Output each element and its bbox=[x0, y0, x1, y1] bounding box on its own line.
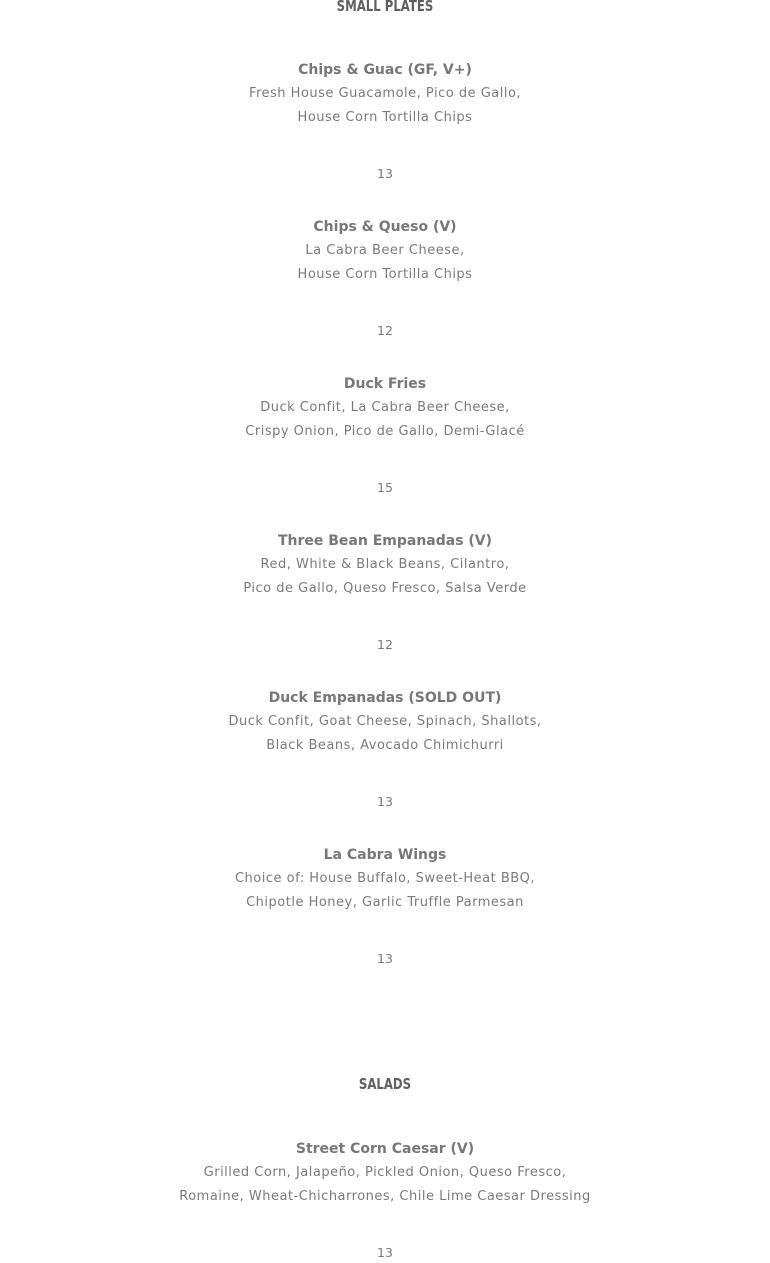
item-name: Chips & Guac (GF, V+) bbox=[298, 62, 472, 78]
section-title: SMALL PLATES bbox=[336, 0, 434, 15]
item-name: Duck Fries bbox=[343, 376, 427, 392]
item-price: 13 bbox=[377, 951, 393, 966]
item-description-line: Red, White & Black Beans, Cilantro, bbox=[260, 557, 510, 572]
section-title: SALADS bbox=[358, 1075, 412, 1093]
item-name: Three Bean Empanadas (V) bbox=[277, 533, 493, 549]
menu-item bbox=[0, 844, 770, 969]
item-name: Chips & Queso (V) bbox=[313, 219, 457, 235]
item-price: 13 bbox=[377, 794, 393, 809]
item-description-line: House Corn Tortilla Chips bbox=[297, 110, 473, 125]
item-name: La Cabra Wings bbox=[323, 847, 447, 863]
item-description-line: House Corn Tortilla Chips bbox=[297, 267, 473, 282]
item-price: 13 bbox=[377, 166, 393, 181]
item-description-line: Black Beans, Avocado Chimichurri bbox=[266, 738, 504, 753]
item-name: Duck Empanadas (SOLD OUT) bbox=[268, 690, 502, 706]
item-price: 13 bbox=[377, 1245, 393, 1260]
menu-item bbox=[0, 216, 770, 341]
menu-item bbox=[0, 59, 770, 184]
item-description-line: Choice of: House Buffalo, Sweet-Heat BBQ, bbox=[234, 871, 536, 886]
item-description-line: Chipotle Honey, Garlic Truffle Parmesan bbox=[246, 895, 524, 910]
menu-item bbox=[0, 687, 770, 812]
item-description-line: Pico de Gallo, Queso Fresco, Salsa Verde bbox=[243, 581, 527, 596]
item-description-line: La Cabra Beer Cheese, bbox=[305, 243, 465, 258]
item-price: 15 bbox=[377, 480, 393, 495]
item-description-line: Duck Confit, La Cabra Beer Cheese, bbox=[260, 400, 510, 415]
item-description-line: Romaine, Wheat-Chicharrones, Chile Lime Caesar Dressing bbox=[179, 1189, 591, 1204]
item-price: 12 bbox=[377, 323, 393, 338]
item-description-line: Duck Confit, Goat Cheese, Spinach, Shallots, bbox=[228, 714, 542, 729]
item-price: 12 bbox=[377, 637, 393, 652]
item-description-line: Fresh House Guacamole, Pico de Gallo, bbox=[248, 86, 522, 101]
item-description-line: Crispy Onion, Pico de Gallo, Demi-Glacé bbox=[245, 424, 525, 439]
menu-item bbox=[0, 1138, 770, 1263]
menu-item bbox=[0, 530, 770, 655]
menu-item bbox=[0, 373, 770, 498]
item-description-line: Grilled Corn, Jalapeño, Pickled Onion, Queso Fresco, bbox=[203, 1165, 567, 1180]
item-name: Street Corn Caesar (V) bbox=[295, 1141, 475, 1157]
